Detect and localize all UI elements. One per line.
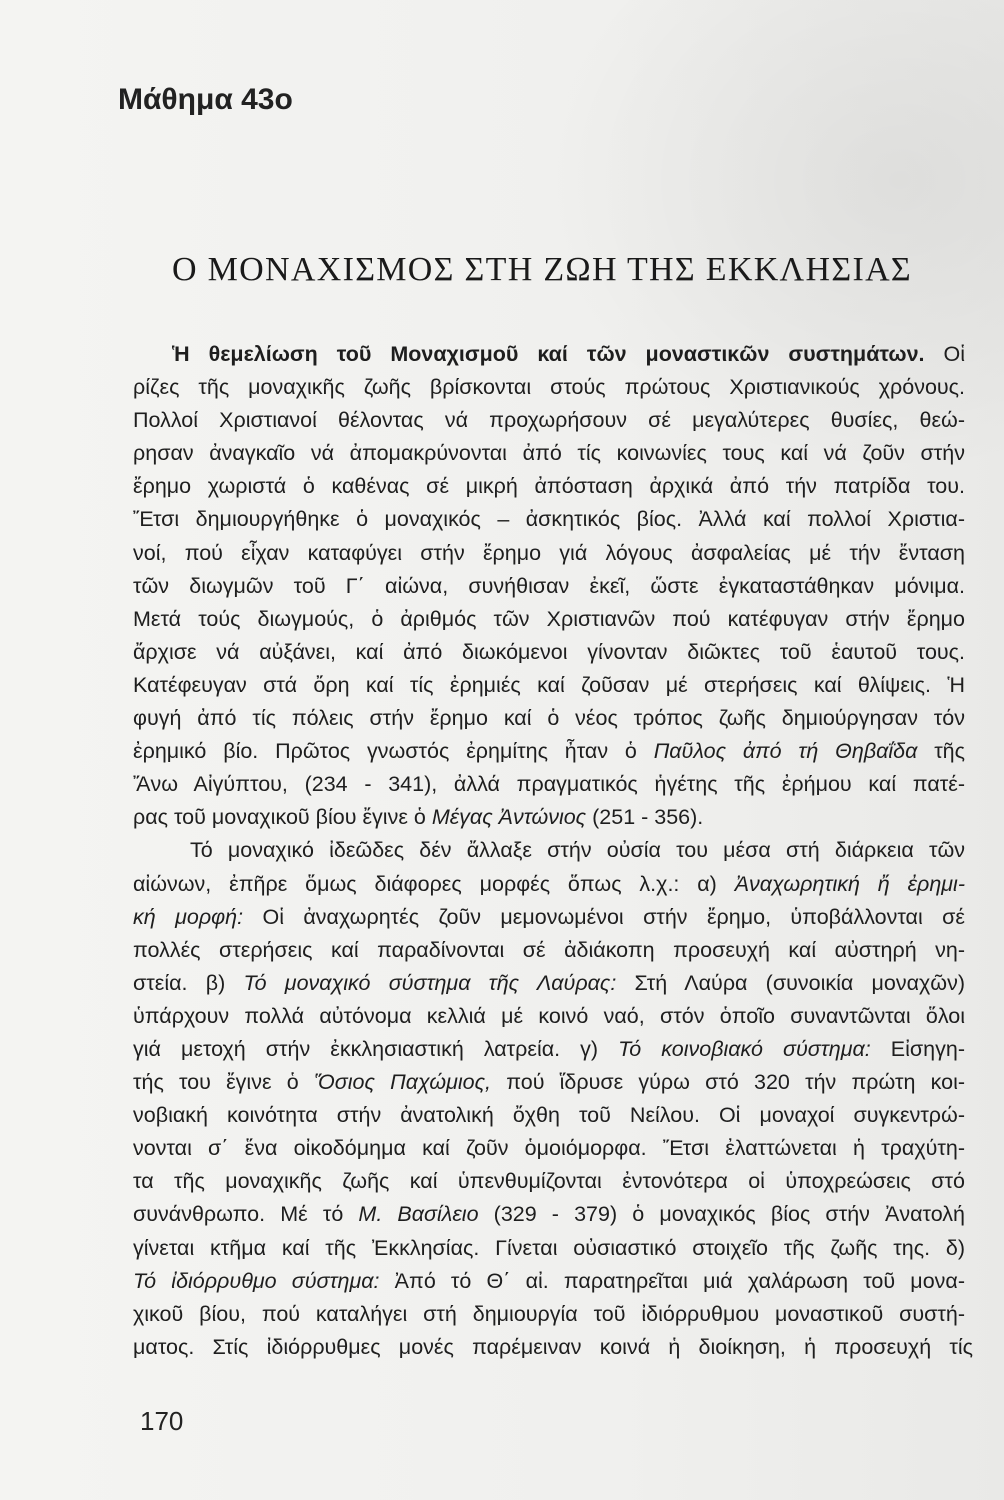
body-line — [133, 404, 965, 437]
body-line — [133, 371, 965, 404]
line-text: πολλές στερήσεις καί παραδίνονται σέ ἀδιάκοπη προσευχή καί αὐστηρή νη- — [133, 937, 965, 962]
line-text: ρας τοῦ μοναχικοῦ βίου ἔγινε ὁ — [133, 805, 432, 830]
body-line — [133, 603, 965, 636]
italic-run: κή μορφή: — [133, 904, 244, 929]
line-text: Πολλοί Χριστιανοί θέλοντας νά προχωρήσουν σέ μεγαλύτερες θυσίες, θεώ- — [133, 408, 965, 433]
body-line — [133, 702, 965, 735]
italic-run: Τό κοινοβιακό σύστημα: — [618, 1036, 871, 1061]
line-text: Ἄνω Αἰγύπτου, (234 - 341), ἀλλά πραγματικός ἡγέτης τῆς ἐρήμου καί πατέ- — [133, 772, 965, 797]
line-text: Τό μοναχικό ἰδεῶδες δέν ἄλλαξε στήν οὐσία του μέσα στή διάρκεια τῶν — [190, 838, 965, 863]
body-line — [133, 537, 965, 570]
line-text: τής του ἔγινε ὁ — [133, 1070, 314, 1095]
line-text: συνάνθρωπο. Μέ τό — [133, 1202, 359, 1227]
line-text: νοβιακή κοινότητα στήν ἀνατολική ὄχθη τοῦ Νείλου. Οἱ μοναχοί συγκεντρώ- — [133, 1103, 965, 1128]
line-text: πού ἵδρυσε γύρω στό 320 τήν πρώτη κοι- — [491, 1070, 966, 1095]
line-text: Οἱ — [924, 342, 966, 366]
section-heading-run: Ἡ θεμελίωση τοῦ Μοναχισμοῦ καί τῶν μοναστικῶν συστημάτων. — [172, 342, 925, 366]
body-line — [133, 1298, 965, 1331]
body-line — [133, 669, 965, 702]
line-text: Μετά τούς διωγμούς, ὁ ἀριθμός τῶν Χριστιανῶν πού κατέφυγαν στήν ἔρημο — [133, 606, 965, 631]
line-text: στεία. β) — [133, 970, 244, 995]
body-line — [190, 834, 965, 867]
body-line — [133, 570, 965, 603]
italic-run: Μ. Βασίλειο — [358, 1202, 479, 1227]
italic-run: Τό ἰδιόρρυθμο σύστημα: — [133, 1268, 380, 1293]
body-line — [133, 1132, 965, 1165]
italic-run: Ἀναχωρητική ἤ ἐρημι- — [734, 871, 965, 896]
italic-run: Τό μοναχικό σύστημα τῆς Λαύρας: — [243, 970, 617, 995]
body-line — [133, 1000, 965, 1033]
italic-run: Μέγας Ἀντώνιος — [431, 805, 587, 830]
body-text — [133, 338, 973, 1364]
body-line — [133, 1232, 965, 1265]
body-line — [133, 735, 965, 768]
body-line — [133, 437, 965, 470]
italic-run: Παῦλος ἀπό τή Θηβαΐδα — [653, 739, 918, 764]
body-line — [133, 503, 965, 536]
body-line — [133, 1099, 965, 1132]
line-text: νοί, πού εἶχαν καταφύγει στήν ἔρημο γιά λόγους ἀσφαλείας μέ τήν ἔνταση — [133, 540, 965, 565]
body-line — [133, 768, 965, 801]
line-text: ρησαν ἀναγκαῖο νά ἀπομακρύνονται ἀπό τίς κοινωνίες τους καί νά ζοῦν στήν — [133, 441, 965, 466]
line-text: Ἀπό τό Θ΄ αἰ. παρατηρεῖται μιά χαλάρωση τοῦ μονα- — [379, 1268, 965, 1293]
line-text: γίνεται κτῆμα καί τῆς Ἐκκλησίας. Γίνεται οὐσιαστικό στοιχεῖο τῆς ζωῆς της. δ) — [133, 1235, 965, 1260]
line-text: (329 - 379) ὁ μοναχικός βίος στήν Ἀνατολή — [478, 1202, 965, 1227]
line-text: τῶν διωγμῶν τοῦ Γ΄ αἰώνα, συνήθισαν ἐκεῖ, ὥστε ἐγκαταστάθηκαν μόνιμα. — [133, 573, 965, 598]
body-line — [133, 1033, 965, 1066]
body-line — [133, 1331, 973, 1364]
body-line — [172, 338, 965, 371]
line-text: χικοῦ βίου, πού καταλήγει στή δημιουργία τοῦ ἰδιόρρυθμου μοναστικοῦ συστή- — [133, 1301, 965, 1326]
line-text: νονται σ΄ ἕνα οἰκοδόμημα καί ζοῦν ὁμοιόμορφα. Ἔτσι ἐλαττώνεται ἡ τραχύτη- — [133, 1136, 965, 1161]
italic-run: Ὅσιος Παχώμιος, — [313, 1070, 492, 1095]
line-text: τα τῆς μοναχικῆς ζωῆς καί ὑπενθυμίζονται ἐντονότερα οἱ ὑποχρεώσεις στό — [133, 1169, 965, 1194]
line-text: Εἰσηγη- — [870, 1036, 965, 1061]
line-text: ὑπάρχουν πολλά αὐτόνομα κελλιά μέ κοινό ναό, στόν ὁποῖο συναντῶνται ὅλοι — [133, 1003, 965, 1028]
line-text: ρίζες τῆς μοναχικῆς ζωῆς βρίσκονται στούς πρώτους Χριστιανικούς χρόνους. — [133, 375, 965, 400]
page-number: 170 — [140, 1406, 184, 1436]
line-text: Στή Λαύρα (συνοικία μοναχῶν) — [616, 970, 966, 995]
line-text: ἐρημικό βίο. Πρῶτος γνωστός ἐρημίτης ἦταν ὁ — [133, 739, 654, 764]
body-line-paragraph-end — [133, 801, 703, 834]
line-text: Ἔτσι δημιουργήθηκε ὁ μοναχικός – ἀσκητικός βίος. Ἀλλά καί πολλοί Χριστια- — [133, 507, 965, 532]
body-line — [133, 470, 965, 503]
line-text: αἰώνων, ἐπῆρε ὅμως διάφορες μορφές ὅπως λ.χ.: α) — [133, 871, 735, 896]
line-text: Οἱ ἀναχωρητές ζοῦν μεμονωμένοι στήν ἔρημο, ὑποβάλλονται σέ — [243, 904, 965, 929]
line-text: γιά μετοχή στήν ἐκκλησιαστική λατρεία. γ) — [133, 1036, 619, 1061]
body-line — [133, 967, 965, 1000]
body-line — [133, 1165, 965, 1198]
body-line — [133, 1066, 965, 1099]
line-text: ἄρχισε νά αὐξάνει, καί ἀπό διωκόμενοι γίνονταν διῶκτες τοῦ ἑαυτοῦ τους. — [133, 639, 965, 664]
line-text: τῆς — [917, 739, 966, 764]
line-text: Κατέφευγαν στά ὄρη καί τίς ἐρημιές καί ζοῦσαν μέ στερήσεις καί θλίψεις. Ἡ — [133, 672, 965, 697]
chapter-title: Ο ΜΟΝΑΧΙΣΜΟΣ ΣΤΗ ΖΩΗ ΤΗΣ ΕΚΚΛΗΣΙΑΣ — [172, 251, 912, 288]
body-line — [133, 636, 965, 669]
line-text: (251 - 356). — [586, 805, 704, 830]
body-line — [133, 934, 965, 967]
body-line — [133, 1265, 965, 1298]
lesson-label: Μάθημα 43ο — [118, 83, 293, 116]
line-text: ματος. Στίς ἰδιόρρυθμες μονές παρέμειναν κοινά ἡ διοίκηση, ἡ προσευχή τίς — [133, 1334, 973, 1359]
line-text: φυγή ἀπό τίς πόλεις στήν ἔρημο καί ὁ νέος τρόπος ζωῆς δημιούργησαν τόν — [133, 706, 965, 731]
line-text: ἔρημο χωριστά ὁ καθένας σέ μικρή ἀπόσταση ἀρχικά ἀπό τήν πατρίδα του. — [133, 474, 965, 499]
body-line — [133, 1198, 965, 1231]
body-line — [133, 901, 965, 934]
body-line — [133, 868, 965, 901]
